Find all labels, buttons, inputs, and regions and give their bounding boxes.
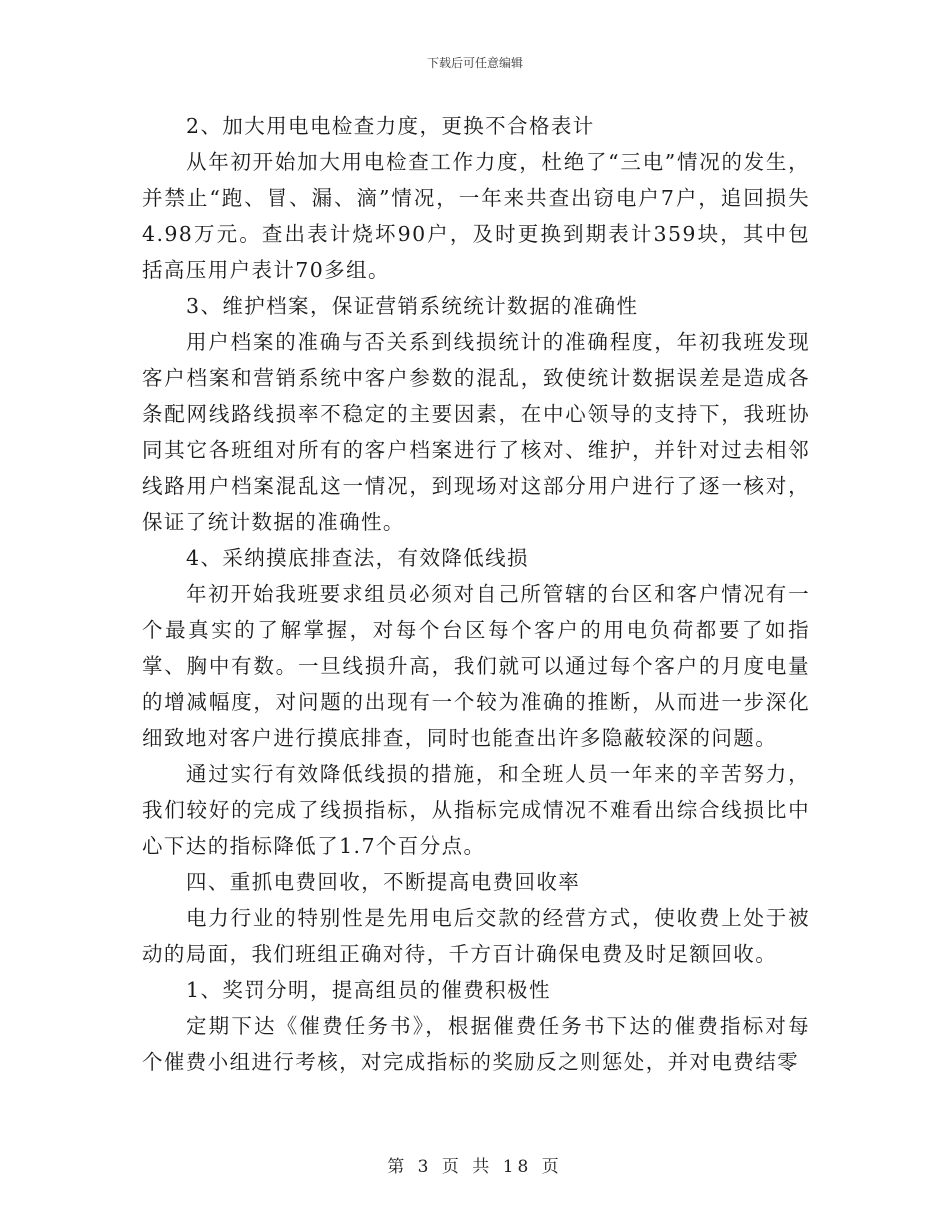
document-body — [142, 108, 810, 1080]
page-footer: 第 3 页 共 18 页 — [387, 1157, 563, 1177]
body-paragraph: 年初开始我班要求组员必须对自己所管辖的台区和客户情况有一个最真实的了解掌握，对每个台区每个客户的用电负荷都要了如指掌、胸中有数。一旦线损升高，我们就可以通过每个客户的月度电量的增减幅度，对问题的出现有一个较为准确的推断，从而进一步深化细致地对客户进行摸底排查，同时也能查出许多隐蔽较深的问题。 — [142, 582, 810, 750]
page-header: 下载后可任意编辑 — [426, 56, 523, 70]
body-paragraph: 电力行业的特别性是先用电后交款的经营方式，使收费上处于被动的局面，我们班组正确对待，千方百计确保电费及时足额回收。 — [142, 906, 810, 966]
body-paragraph: 定期下达《催费任务书》，根据催费任务书下达的催费指标对每个催费小组进行考核，对完成指标的奖励反之则惩处，并对电费结零 — [142, 1014, 810, 1074]
section-heading: 4、采纳摸底排查法，有效降低线损 — [186, 546, 529, 570]
body-paragraph: 从年初开始加大用电检查工作力度，杜绝了“三电”情况的发生，并禁止“跑、冒、漏、滴”情况，一年来共查出窃电户7户，追回损失4.98万元。查出表计烧坏90户，及时更换到期表计359块，其中包括高压用户表计70多组。 — [142, 150, 810, 282]
section-heading: 1、奖罚分明，提高组员的催费积极性 — [186, 978, 551, 1002]
body-paragraph: 用户档案的准确与否关系到线损统计的准确程度，年初我班发现客户档案和营销系统中客户参数的混乱，致使统计数据误差是造成各条配网线路线损率不稳定的主要因素，在中心领导的支持下，我班协同其它各班组对所有的客户档案进行了核对、维护，并针对过去相邻线路用户档案混乱这一情况，到现场对这部分用户进行了逐一核对，保证了统计数据的准确性。 — [142, 330, 810, 534]
body-paragraph: 通过实行有效降低线损的措施，和全班人员一年来的辛苦努力，我们较好的完成了线损指标，从指标完成情况不难看出综合线损比中心下达的指标降低了1.7个百分点。 — [142, 762, 810, 858]
section-heading: 3、维护档案，保证营销系统统计数据的准确性 — [186, 294, 639, 318]
section-heading: 2、加大用电电检查力度，更换不合格表计 — [186, 114, 595, 138]
section-heading: 四、重抓电费回收，不断提高电费回收率 — [186, 870, 581, 894]
